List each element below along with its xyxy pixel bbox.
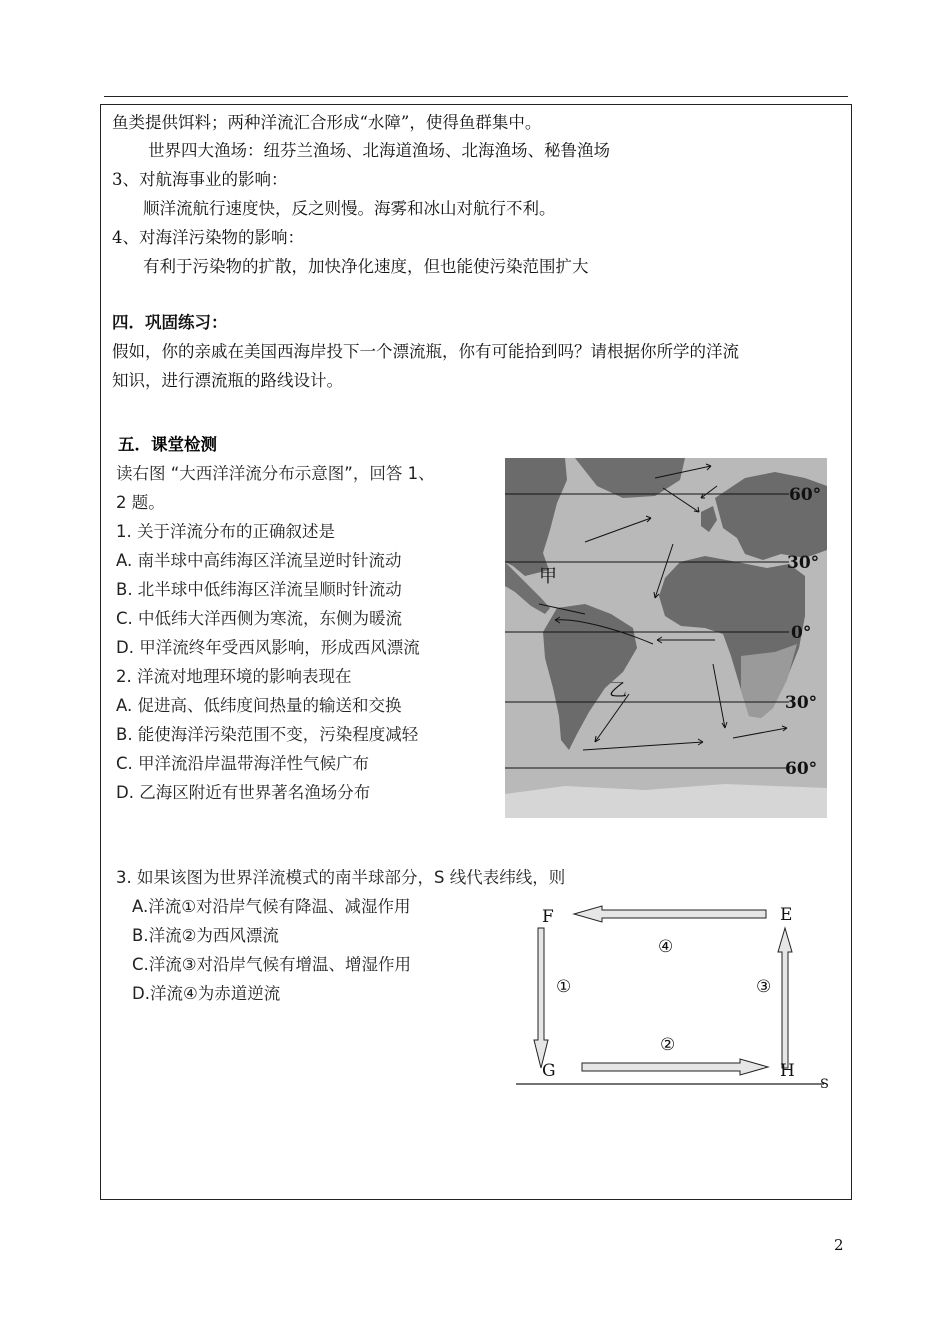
option: C. 甲洋流沿岸温带海洋性气候广布 bbox=[116, 754, 370, 773]
label-H: H bbox=[780, 1061, 795, 1081]
text-line: 顺洋流航行速度快，反之则慢。海雾和冰山对航行不利。 bbox=[143, 199, 556, 218]
section-heading: 四．巩固练习： bbox=[112, 313, 228, 332]
arrow-2 bbox=[582, 1059, 768, 1075]
label-circle-3: ③ bbox=[756, 977, 772, 997]
label-circle-1: ① bbox=[556, 977, 572, 997]
section-heading: 五．课堂检测 bbox=[118, 435, 217, 454]
arrow-1 bbox=[534, 928, 548, 1068]
label-jia: 甲 bbox=[539, 566, 557, 587]
label-S: S bbox=[820, 1077, 829, 1090]
text-line: 4、对海洋污染物的影响： bbox=[112, 228, 304, 247]
latitude-label-30n: 30° bbox=[787, 553, 820, 573]
question-intro: 2 题。 bbox=[116, 493, 165, 512]
latitude-label-60n: 60° bbox=[789, 485, 822, 505]
question-stem: 3. 如果该图为世界洋流模式的南半球部分，S 线代表纬线，则 bbox=[116, 868, 566, 887]
option: D. 乙海区附近有世界著名渔场分布 bbox=[116, 783, 371, 802]
paragraph: 假如，你的亲戚在美国西海岸投下一个漂流瓶，你有可能拾到吗？请根据你所学的洋流 bbox=[112, 342, 739, 361]
text-line: 3、对航海事业的影响： bbox=[112, 170, 288, 189]
option: A.洋流①对沿岸气候有降温、减湿作用 bbox=[132, 897, 411, 916]
option: B. 能使海洋污染范围不变，污染程度减轻 bbox=[116, 725, 419, 744]
question-stem: 1. 关于洋流分布的正确叙述是 bbox=[116, 522, 335, 541]
option: D. 甲洋流终年受西风影响，形成西风漂流 bbox=[116, 638, 420, 657]
text-line: 世界四大渔场：纽芬兰渔场、北海道渔场、北海渔场、秘鲁渔场 bbox=[148, 141, 610, 160]
option: D.洋流④为赤道逆流 bbox=[132, 984, 281, 1003]
text-line: 鱼类提供饵料；两种洋流汇合形成“水障”，使得鱼群集中。 bbox=[112, 113, 542, 132]
current-model-diagram bbox=[512, 900, 834, 1090]
paragraph: 知识，进行漂流瓶的路线设计。 bbox=[112, 371, 343, 390]
option: A. 南半球中高纬海区洋流呈逆时针流动 bbox=[116, 551, 402, 570]
arrow-3 bbox=[778, 928, 792, 1068]
latitude-label-0: 0° bbox=[791, 623, 812, 643]
option: C.洋流③对沿岸气候有增温、增湿作用 bbox=[132, 955, 412, 974]
latitude-label-30s: 30° bbox=[785, 693, 818, 713]
option: A. 促进高、低纬度间热量的输送和交换 bbox=[116, 696, 402, 715]
question-intro: 读右图 “大西洋洋流分布示意图”，回答 1、 bbox=[116, 464, 435, 483]
label-G: G bbox=[542, 1061, 556, 1081]
label-circle-4: ④ bbox=[658, 937, 674, 957]
atlantic-current-map bbox=[505, 458, 827, 818]
option: C. 中低纬大洋西侧为寒流，东侧为暖流 bbox=[116, 609, 403, 628]
label-F: F bbox=[542, 907, 554, 927]
antarctica-landmass bbox=[505, 784, 827, 818]
label-yi: 乙 bbox=[609, 680, 627, 701]
latitude-label-60s: 60° bbox=[785, 759, 818, 779]
text-line: 有利于污染物的扩散，加快净化速度，但也能使污染范围扩大 bbox=[143, 257, 589, 276]
page-number: 2 bbox=[834, 1236, 844, 1254]
option: B. 北半球中低纬海区洋流呈顺时针流动 bbox=[116, 580, 402, 599]
header-rule bbox=[104, 96, 848, 97]
label-E: E bbox=[780, 905, 793, 925]
arrow-4 bbox=[574, 906, 766, 922]
option: B.洋流②为西风漂流 bbox=[132, 926, 279, 945]
question-stem: 2. 洋流对地理环境的影响表现在 bbox=[116, 667, 352, 686]
label-circle-2: ② bbox=[660, 1035, 676, 1055]
